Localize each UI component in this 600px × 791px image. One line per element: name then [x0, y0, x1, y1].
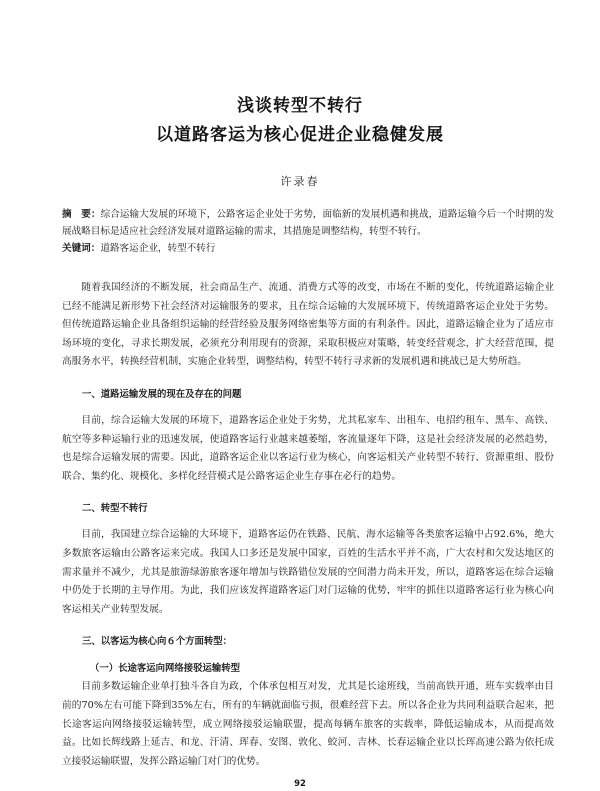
section-2-paragraph: 目前，我国建立综合运输的大环境下，道路客运仍在铁路、民航、海水运输等各类旅客运输中占92.6%，绝大多数旅客运输由公路客运来完成。我国人口多还是发展中国家，百姓的生活水平并不高，广大农村和欠发达地区的需求量并不减少，尤其是旅游绿游旅客逐年增加与铁路错位发展的空间潜力尚未开发，所以，道路客运在综合运输中仍处于长期的主导作用。为此，我们应该发挥道路客运门对门运输的优势，牢牢的抓住以道路客运行业为核心向客运相关产业转型发展。 — [62, 529, 554, 615]
intro-paragraph: 随着我国经济的不断发展，社会商品生产、流通、消费方式等的改变，市场在不断的变化，传统道路运输企业已经不能满足新形势下社会经济对运输服务的要求，且在综合运输的大发展环境下，传统道路客运企业处于劣势。但传统道路运输企业具备组织运输的经营经验及服务网络密集等方面的有利条件。因此，道路运输企业为了适应市场环境的变化，寻求长期发展，必须充分利用现有的资源，采取积极应对策略，转变经营观念，扩大经营范围，提高服务水平，转换经营机制，实施企业转型，调整结构，转型不转行寻求新的发展机遇和挑战已是大势所趋。 — [62, 282, 554, 368]
article-body — [62, 279, 554, 771]
abstract-label: 摘 要： — [62, 209, 101, 220]
section-1-paragraph: 目前，综合运输大发展的环境下，道路客运企业处于劣势，尤其私家车、出租车、电招约租车、黑车、高铁、航空等多种运输行业的迅速发展，使道路客运行业越来越萎缩，客流量逐年下降，这是社会经济发展的必然趋势，也是综合运输发展的需要。因此，道路客运企业以客运行业为核心，向客运相关产业转型不转行、资源重组、股份联合、集约化、规模化、多样化经营模式是公路客运企业生存事在必行的趋势。 — [62, 414, 554, 482]
abstract-text: 综合运输大发展的环境下，公路客运企业处于劣势，面临新的发展机遇和挑战，道路运输今后一个时期的发展战略目标是适应社会经济发展对道路运输的需求，其措施是调整结构，转型不转行。 — [62, 209, 554, 237]
keywords-line — [62, 240, 554, 257]
section-2-heading: 二、转型不转行 — [82, 503, 148, 515]
keywords-label: 关键词： — [62, 243, 101, 254]
section-3-1-paragraph: 目前多数运输企业单打独斗各自为政，个体承包相互对发，尤其是长途班线，当前高铁开通，班车实载率由目前的70%左右可能下降到35%左右，所有的车辆就面临亏损，很难经营下去。所以各企业为共同利益联合起来，把长途客运向网络接驳运输转型，成立网络接驳运输联盟，提高每辆车旅客的实载率，降低运输成本，从而提高效益。比如长辉线路上延吉、和龙、汗清、珲春、安图、敦化、蛟河、吉林、长春运输企业以长珲高速公路为依托成立接驳运输联盟，发挥公路运输门对门的优势。 — [62, 681, 554, 767]
title-line-2: 以道路客运为核心促进企业稳健发展 — [156, 125, 444, 145]
abstract — [62, 206, 554, 257]
title-line-1: 浅谈转型不转行 — [237, 96, 363, 116]
section-1-heading: 一、道路运输发展的现在及存在的问题 — [82, 388, 242, 400]
section-3-heading: 三、以客运为核心向６个方面转型： — [82, 636, 233, 648]
page-number: 92 — [294, 779, 306, 789]
keywords-text: 道路客运企业，转型不转行 — [100, 243, 216, 254]
section-3-1-heading: （一）长途客运向网络接驳运输转型 — [90, 663, 241, 675]
author: 许录春 — [280, 175, 320, 188]
